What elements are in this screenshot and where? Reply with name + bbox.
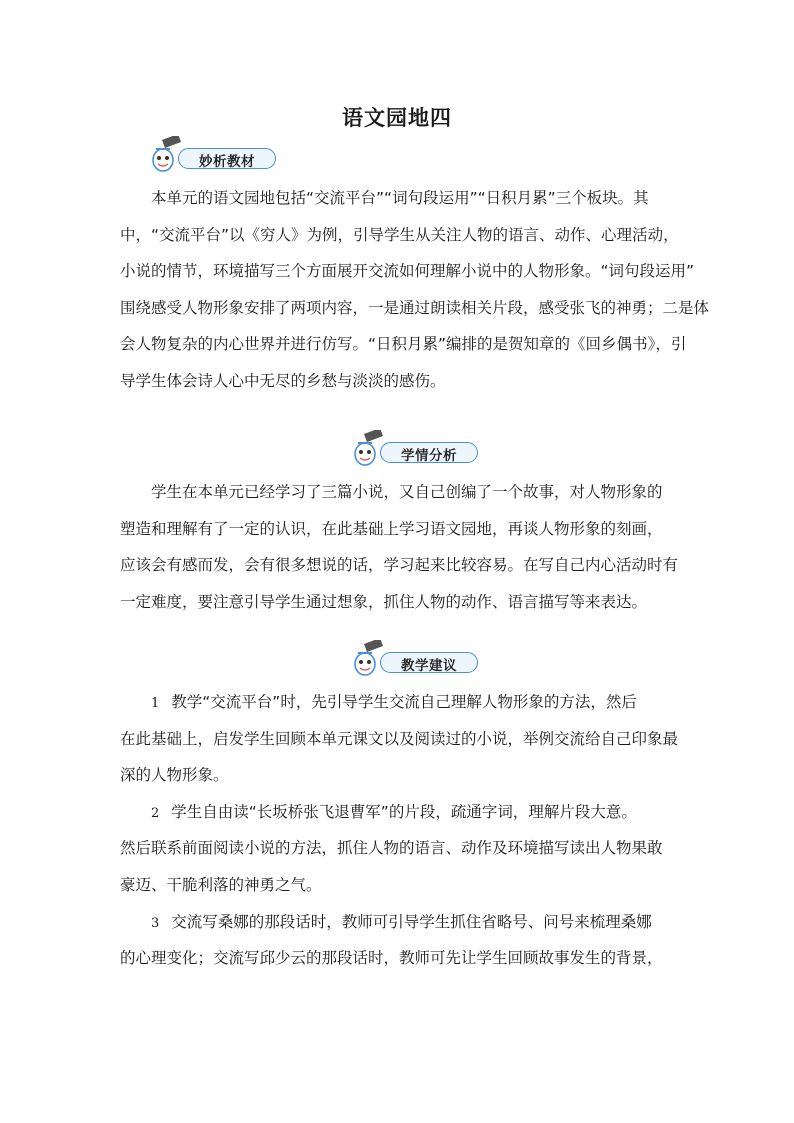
list-item-line: 在此基础上，启发学生回顾本单元课文以及阅读过的小说，举例交流给自己印象最 (120, 729, 679, 748)
list-item-line: 然后联系前面阅读小说的方法，抓住人物的语言、动作及环境描写读出人物果敢 (120, 839, 663, 858)
paragraph-line: 会人物复杂的内心世界并进行仿写。“日积月累”编排的是贺知章的《回乡偶书》，引 (120, 335, 687, 354)
section-badge-pill (178, 148, 276, 169)
item-number: 1 (151, 696, 160, 711)
section-analysis-text (120, 180, 710, 400)
paragraph-line: 塑造和理解有了一定的认识，在此基础上学习语文园地，再谈人物形象的刻画， (120, 519, 663, 538)
paragraph-line: 导学生体会诗人心中无尽的乡愁与淡淡的感伤。 (120, 371, 446, 390)
section-badge-pill (380, 652, 478, 673)
section-badge-analysis (148, 136, 288, 176)
item-text: 教学“交流平台”时，先引导学生交流自己理解人物形象的方法，然后 (171, 693, 637, 711)
list-item-line (120, 794, 700, 831)
paragraph-line: 学生在本单元已经学习了三篇小说，又自己创编了一个故事，对人物形象的 (151, 483, 663, 501)
section-badge-suggestions (350, 640, 490, 680)
paragraph-line: 围绕感受人物形象安排了两项内容，一是通过朗读相关片段，感受张飞的神勇；二是体 (120, 298, 710, 317)
item-number: 2 (151, 805, 160, 821)
section-suggestions-text (120, 684, 700, 977)
paragraph-line: 小说的情节，环境描写三个方面展开交流如何理解小说中的人物形象。“词句段运用” (120, 262, 695, 281)
paragraph-line: 应该会有感而发，会有很多想说的话，学习起来比较容易。在写自己内心活动时有 (120, 556, 679, 575)
list-item-line (120, 904, 700, 941)
section-learning-text (120, 474, 700, 620)
list-item-line: 的心理变化；交流写邱少云的那段话时，教师可先让学生回顾故事发生的背景， (120, 949, 663, 968)
section-badge-label: 妙析教材 (199, 154, 255, 170)
paragraph-line: 一定难度，要注意引导学生通过想象，抓住人物的动作、语言描写等来表达。 (120, 592, 648, 611)
item-number: 3 (151, 915, 160, 931)
paragraph-line: 中，“交流平台”以《穷人》为例，引导学生从关注人物的语言、动作、心理活动， (120, 225, 679, 244)
list-item-line (120, 684, 700, 721)
section-badge-label: 教学建议 (401, 658, 457, 674)
section-badge-pill (380, 442, 478, 463)
item-text: 交流写桑娜的那段话时，教师可引导学生抓住省略号、问号来梳理桑娜 (171, 912, 652, 931)
section-badge-learning (350, 430, 490, 470)
item-text: 学生自由读“长坂桥张飞退曹军”的片段，疏通字词，理解片段大意。 (171, 802, 637, 821)
section-badge-label: 学情分析 (401, 448, 457, 464)
page-title: 语文园地四 (342, 106, 452, 130)
paragraph-line: 本单元的语文园地包括“交流平台”“词句段运用”“日积月累”三个板块。其 (151, 189, 649, 207)
list-item-line: 豪迈、干脆利落的神勇之气。 (120, 875, 322, 894)
list-item-line: 深的人物形象。 (120, 766, 229, 785)
